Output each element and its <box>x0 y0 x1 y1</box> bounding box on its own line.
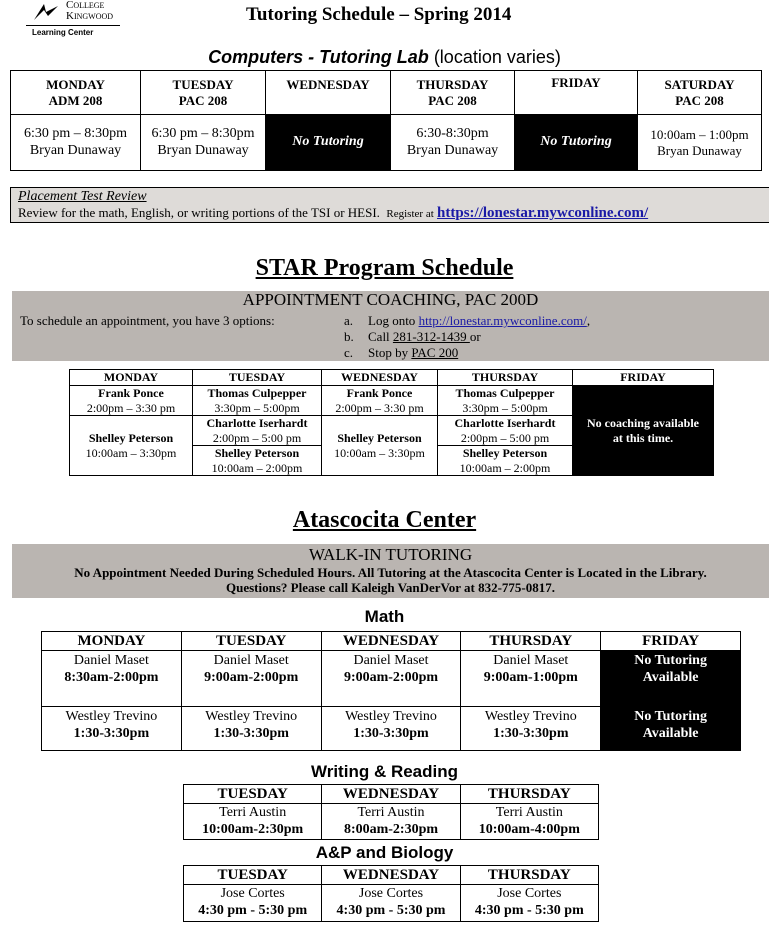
slot: Thomas Culpepper 3:30pm – 5:00pm <box>193 386 322 416</box>
star-intro: To schedule an appointment, you have 3 options: <box>20 313 275 328</box>
slot: Frank Ponce 2:00pm – 3:30 pm <box>322 386 438 416</box>
friday-no-tutoring: No Tutoring Available <box>601 651 741 707</box>
star-option-a: a. Log onto http://lonestar.mywconline.com/, <box>344 313 591 328</box>
slot: Jose Cortes 4:30 pm - 5:30 pm <box>322 885 460 922</box>
logo-kingwood: Kingwood <box>66 10 114 22</box>
header: THURSDAY <box>460 785 598 804</box>
star-web-link[interactable]: http://lonestar.mywconline.com/ <box>418 313 587 328</box>
math-title: Math <box>364 607 405 626</box>
placement-text: Review for the math, English, or writing portions of the TSI or HESI. <box>18 205 380 220</box>
page-title: Tutoring Schedule – Spring 2014 <box>246 4 512 25</box>
slot: Shelley Peterson 10:00am – 2:00pm <box>193 446 322 476</box>
slot: Jose Cortes 4:30 pm - 5:30 pm <box>460 885 598 922</box>
tuesday-slot: 6:30 pm – 8:30pm Bryan Dunaway <box>141 115 266 171</box>
star-option-b: b. Call 281-312-1439 or <box>344 329 481 344</box>
slot: Westley Trevino 1:30-3:30pm <box>181 707 321 751</box>
slot: Daniel Maset 9:00am-2:00pm <box>181 651 321 707</box>
header: TUESDAY <box>181 632 321 651</box>
slot: Westley Trevino 1:30-3:30pm <box>461 707 601 751</box>
logo-subtitle: Learning Center <box>32 28 94 37</box>
star-swoosh-icon <box>32 0 60 22</box>
slot: Shelley Peterson 10:00am – 2:00pm <box>438 446 573 476</box>
star-title: STAR Program Schedule <box>255 255 514 281</box>
header: THURSDAY <box>438 370 573 386</box>
computers-heading: Computers - Tutoring Lab (location varies) <box>208 47 561 67</box>
slot: Jose Cortes 4:30 pm - 5:30 pm <box>184 885 322 922</box>
star-phone[interactable]: 281-312-1439 <box>392 329 470 344</box>
header: FRIDAY <box>601 632 741 651</box>
saturday-slot: 10:00am – 1:00pm Bryan Dunaway <box>638 115 762 171</box>
header: WEDNESDAY <box>322 370 438 386</box>
wednesday-header: WEDNESDAY <box>266 71 391 115</box>
star-location: PAC 200 <box>411 345 459 360</box>
slot: Daniel Maset 9:00am-2:00pm <box>321 651 461 707</box>
math-table <box>41 631 741 751</box>
slot: Terri Austin 10:00am-4:00pm <box>460 804 598 840</box>
walkin-box <box>12 544 769 598</box>
star-info-box <box>12 291 769 361</box>
logo-college: College <box>66 0 105 11</box>
star-schedule-table <box>69 369 714 476</box>
slot: Daniel Maset 8:30am-2:00pm <box>42 651 182 707</box>
thursday-header: THURSDAY PAC 208 <box>391 71 515 115</box>
header: TUESDAY <box>184 866 322 885</box>
placement-heading: Placement Test Review <box>18 189 147 204</box>
computers-lab-table <box>10 70 762 171</box>
header: TUESDAY <box>184 785 322 804</box>
college-logo <box>26 0 120 38</box>
walkin-line1: No Appointment Needed During Scheduled Hours. All Tutoring at the Atascocita Center is Located in the Library. <box>74 565 707 580</box>
monday-header: MONDAY ADM 208 <box>11 71 141 115</box>
slot: Terri Austin 10:00am-2:30pm <box>184 804 322 840</box>
header: THURSDAY <box>461 632 601 651</box>
tuesday-header: TUESDAY PAC 208 <box>141 71 266 115</box>
walkin-line2: Questions? Please call Kaleigh VanDerVor at 832-775-0817. <box>226 580 555 595</box>
atascocita-title: Atascocita Center <box>292 507 477 533</box>
slot: Terri Austin 8:00am-2:30pm <box>322 804 460 840</box>
slot: Daniel Maset 9:00am-1:00pm <box>461 651 601 707</box>
header: WEDNESDAY <box>322 785 460 804</box>
slot: Shelley Peterson 10:00am – 3:30pm <box>322 416 438 476</box>
ap-biology-table <box>183 865 599 922</box>
walkin-heading: WALK-IN TUTORING <box>308 545 473 564</box>
header: MONDAY <box>42 632 182 651</box>
header: WEDNESDAY <box>321 632 461 651</box>
ap-biology-title: A&P and Biology <box>315 843 454 862</box>
writing-table <box>183 784 599 840</box>
monday-slot: 6:30 pm – 8:30pm Bryan Dunaway <box>11 115 141 171</box>
register-link[interactable]: https://lonestar.mywconline.com/ <box>437 205 649 221</box>
header: MONDAY <box>70 370 193 386</box>
friday-no-coaching: No coaching available at this time. <box>573 386 714 476</box>
friday-no-tutoring: No Tutoring <box>515 115 638 171</box>
slot: Shelley Peterson 10:00am – 3:30pm <box>70 416 193 476</box>
slot: Westley Trevino 1:30-3:30pm <box>321 707 461 751</box>
wednesday-no-tutoring: No Tutoring <box>266 115 391 171</box>
placement-box <box>10 187 769 223</box>
header: FRIDAY <box>573 370 714 386</box>
header: WEDNESDAY <box>322 866 460 885</box>
thursday-slot: 6:30-8:30pm Bryan Dunaway <box>391 115 515 171</box>
friday-no-tutoring: No Tutoring Available <box>601 707 741 751</box>
slot: Frank Ponce 2:00pm – 3:30 pm <box>70 386 193 416</box>
writing-title: Writing & Reading <box>310 762 458 781</box>
header: THURSDAY <box>460 866 598 885</box>
star-option-c: c. Stop by PAC 200 <box>344 345 459 360</box>
saturday-header: SATURDAY PAC 208 <box>638 71 762 115</box>
star-box-heading: APPOINTMENT COACHING, PAC 200D <box>242 290 539 309</box>
header: TUESDAY <box>193 370 322 386</box>
friday-header: FRIDAY <box>515 71 638 115</box>
slot: Charlotte Iserhardt 2:00pm – 5:00 pm <box>193 416 322 446</box>
slot: Westley Trevino 1:30-3:30pm <box>42 707 182 751</box>
slot: Thomas Culpepper 3:30pm – 5:00pm <box>438 386 573 416</box>
slot: Charlotte Iserhardt 2:00pm – 5:00 pm <box>438 416 573 446</box>
register-label: Register at <box>386 208 434 220</box>
